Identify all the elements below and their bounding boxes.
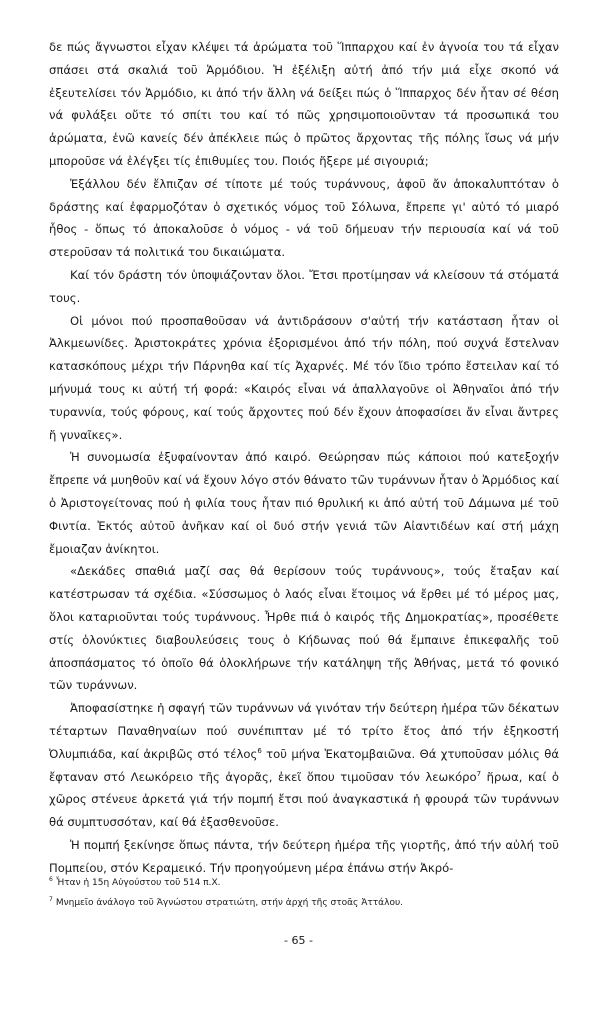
footnote-text-7: Μνημεῖο ἀνάλογο τοῦ Ἀγνώστου στρατιώτη, στήν ἀρχή τῆς στοᾶς Ἀττάλου.: [55, 898, 404, 908]
paragraph-6: «Δεκάδες σπαθιά μαζί σας θά θερίσουν τούς τυράννους», τούς ἔταξαν καί κατέστρωσαν τά σχέδια. «Σύσσωμος ὁ λαός εἶναι ἕτοιμος νά ἔρθει μέ τό μέρος μας, ὅλοι καταριοῦνται τούς τυράννους. Ἦρθε πιά ὁ καιρός τῆς Δημοκρατίας», προσέθετε στίς ὁλονύκτιες διαβουλεύσεις τους ὁ Κήδωνας πού θά ἔμπαινε ἐπικεφαλῆς τοῦ ἀποσπάσματος τό ὁποῖο θά ὁλοκλήρωνε τήν κατάληψη τῆς Ἀθήνας, μετά τό φονικό τῶν τυράννων.: [49, 564, 559, 693]
page-number: - 65 -: [284, 934, 313, 947]
paragraph-7-part-a: Ἀποφασίστηκε ἡ σφαγή τῶν τυράννων νά γινόταν τήν δεύτερη ἡμέρα τῶν δέκατων τέταρτων Παναθηναίων πού συνέπιπταν μέ τό τρίτο ἔτος ἀπό τήν ἑξηκοστή Ὀλυμπιάδα, καί ἀκριβῶς στό τέλος: [49, 701, 559, 761]
paragraph-4: Οἱ μόνοι πού προσπαθοῦσαν νά ἀντιδράσουν σ'αὐτή τήν κατάσταση ἦταν οἱ Ἀλκμεωνίδες. Ἀριστοκράτες χρόνια ἐξορισμένοι ἀπό τήν πόλη, πού συχνά ἔστελναν κατασκόπους μέχρι τήν Πάρνηθα καί τίς Ἀχαρνές. Μέ τόν ἴδιο τρόπο ἔστειλαν καί τό μήνυμά τους κι αὐτή τή φορά: «Καιρός εἶναι νά ἀπαλλαγοῦνε οἱ Ἀθηναῖοι ἀπό τήν τυραννία, τούς φόρους, καί τούς ἄρχοντες πού δέν ἔχουν ἀποφασίσει ἄν εἶναι ἄντρες ἤ γυναῖκες».: [49, 313, 559, 442]
paragraph-3: Καί τόν δράστη τόν ὑποψιάζονταν ὅλοι. Ἔτσι προτίμησαν νά κλείσουν τά στόματά τους.: [49, 267, 559, 305]
footnote-ref-7: 7: [476, 769, 482, 778]
paragraph-8: Ἡ πομπή ξεκίνησε ὅπως πάντα, τήν δεύτερη ἡμέρα τῆς γιορτῆς, ἀπό τήν αὐλή τοῦ Πομπείου, στόν Κεραμεικό. Τήν προηγούμενη μέρα ἐπάνω στήν Ἀκρό-: [49, 837, 559, 875]
footnote-mark-6: 6: [49, 876, 53, 883]
footnote-7: [49, 893, 559, 913]
paragraph-7: [49, 697, 559, 834]
footnotes: [49, 873, 559, 913]
paragraph-7-part-b: τοῦ μήνα Ἑκατομβαιῶνα. Θά χτυποῦσαν μόλις θά ἔφταναν στό Λεωκόρειο τῆς ἀγορᾶς, ἐκεῖ ὅπου τιμοῦσαν τόν λεωκόρο: [49, 746, 559, 784]
footnote-6: [49, 873, 559, 893]
paragraph-5: Ἡ συνομωσία ἐξυφαίνονταν ἀπό καιρό. Θεώρησαν πώς κάποιοι πού κατεξοχήν ἔπρεπε νά μυηθοῦν καί νά ἔχουν λόγο στόν θάνατο τῶν τυράννων ἦταν ὁ Ἁρμόδιος καί ὁ Ἀριστογείτονας πού ἡ φιλία τους ἦταν πιό θρυλική κι ἀπό αὐτή τοῦ Δάμωνα μέ τοῦ Φιντία. Ἐκτός αὐτοῦ ἀνῆκαν καί οἱ δυό στήν γενιά τῶν Αἰαντιδέων καί στή μάχη ἔμοιαζαν ἀνίκητοι.: [49, 450, 559, 556]
footnote-text-6: Ἦταν ἡ 15η Αὐγούστου τοῦ 514 π.Χ.: [55, 878, 221, 888]
footnote-ref-6: 6: [257, 746, 262, 755]
paragraph-7-part-c: ἥρωα, καί ὁ χῶρος στένευε ἀρκετά γιά τήν πομπή ἔτσι πού ἀναγκαστικά ἡ φρουρά τῶν τυράννων θά συμπτυσσόταν, καί θά ἐξασθενοῦσε.: [49, 769, 559, 830]
paragraph-1: δε πώς ἄγνωστοι εἶχαν κλέψει τά ἀρώματα τοῦ Ἵππαρχου καί ἐν ἀγνοία του τά εἶχαν σπάσει στά σκαλιά τοῦ Ἁρμόδιου. Ἡ ἐξέλιξη αὐτή ἀπό τήν μιά εἶχε σκοπό νά ἐξευτελίσει τόν Ἁρμόδιο, κι ἀπό τήν ἄλλη νά δείξει πώς ὁ Ἵππαρχος δέν ἦταν σέ θέση νά φυλάξει οὔτε τό σπίτι του καί τό πῶς χρησιμοποιοῦνταν τά προσωπικά του ἀρώματα, ἐνῶ κανείς δέν ἀπέκλειε πώς ὁ πρῶτος ἄρχοντας τῆς πόλης ἴσως νά μήν μποροῦσε νά ἐλέγξει τίς ἐπιθυμίες του. Ποιός ἤξερε μέ σιγουριά;: [49, 40, 559, 168]
footnote-mark-7: 7: [49, 896, 53, 903]
body-text: [49, 36, 559, 879]
paragraph-2: Ἐξάλλου δέν ἔλπιζαν σέ τίποτε μέ τούς τυράννους, ἀφοῦ ἄν ἀποκαλυπτόταν ὁ δράστης καί ἐφαρμοζόταν ὁ σχετικός νόμος τοῦ Σόλωνα, ἔπρεπε γι' αὐτό τό μιαρό ἦθος - ὅπως τό ἀποκαλοῦσε ὁ νόμος - νά τοῦ δήμευαν τήν περιουσία καί νά τοῦ στεροῦσαν τά πολιτικά του δικαιώματα.: [49, 176, 559, 260]
